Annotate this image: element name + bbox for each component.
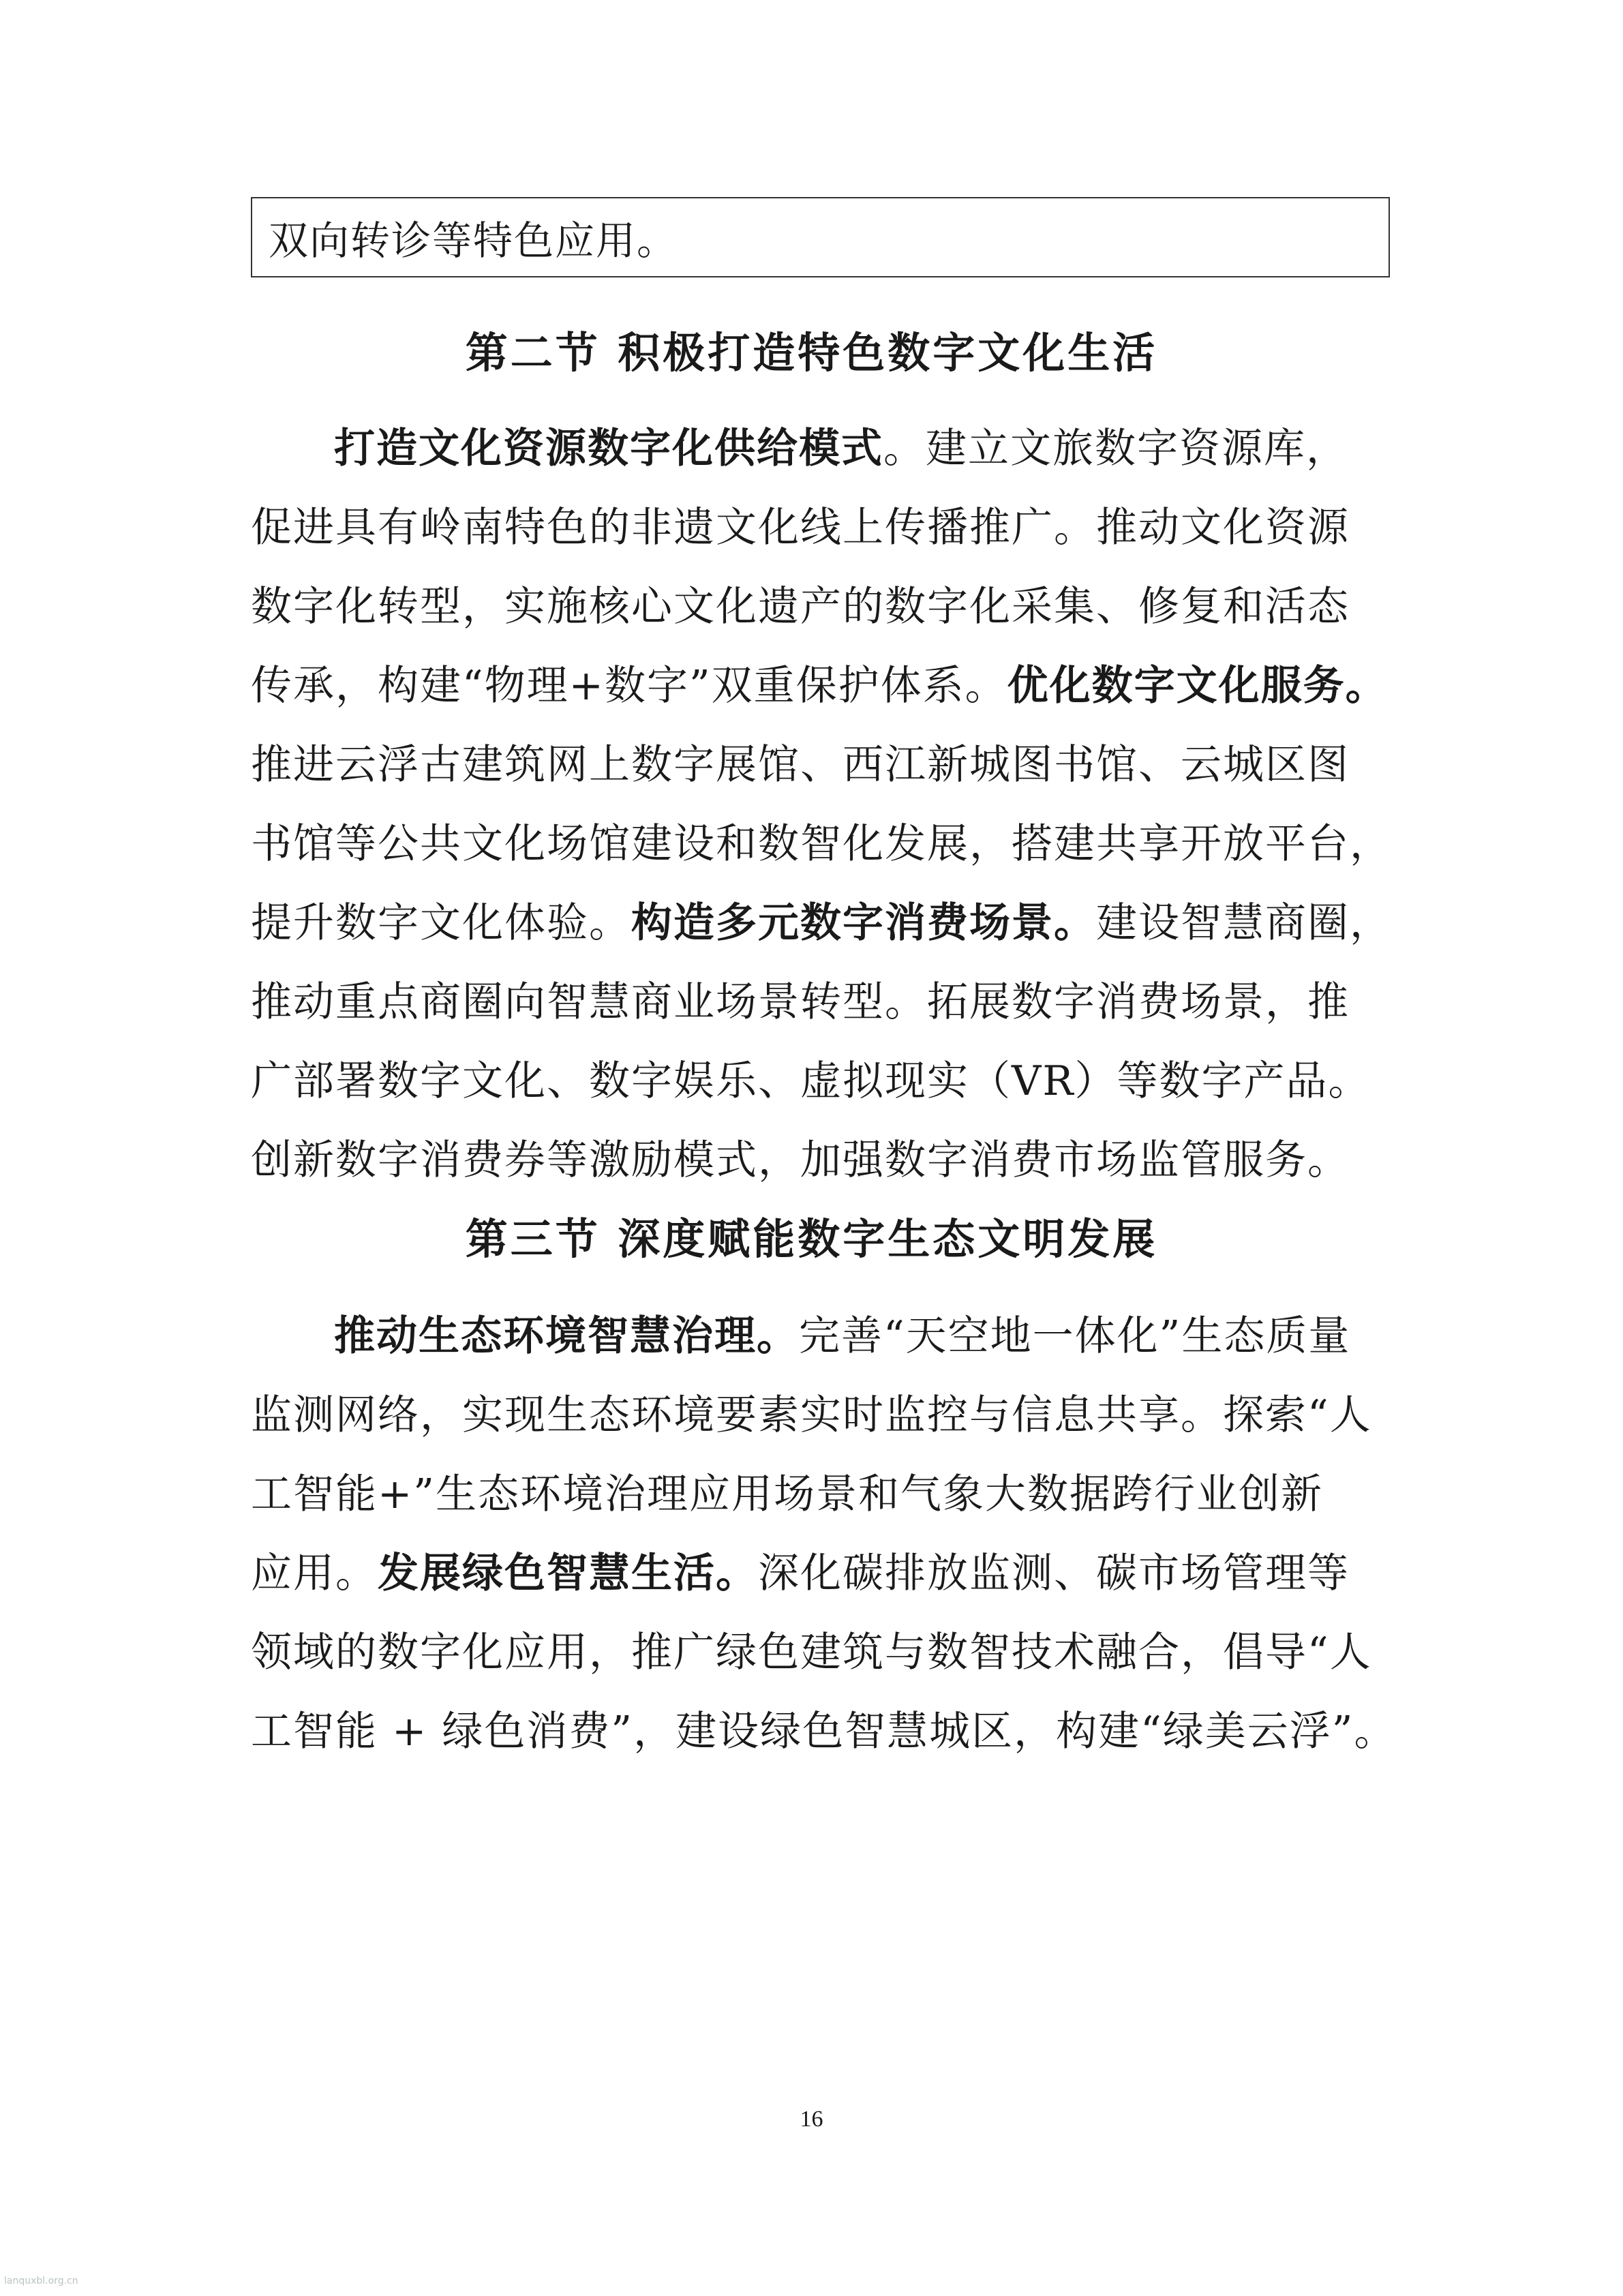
paragraph-line: 推动生态环境智慧治理。完善“天空地一体化”生态质量 <box>334 1312 1351 1360</box>
paragraph-line: 工智能+”生态环境治理应用场景和气象大数据跨行业创新 <box>251 1470 1323 1518</box>
paragraph-line: 应用。发展绿色智慧生活。深化碳排放监测、碳市场管理等 <box>251 1550 1350 1597</box>
paragraph-line: 广部署数字文化、数字娱乐、虚拟现实（VR）等数字产品。 <box>251 1057 1371 1105</box>
paragraph-line: 传承，构建“物理+数字”双重保护体系。优化数字文化服务。 <box>251 662 1388 710</box>
section-heading-2: 第二节 积极打造特色数字文化生活 <box>465 328 1158 378</box>
paragraph-line: 促进具有岭南特色的非遗文化线上传播推广。推动文化资源 <box>251 504 1350 552</box>
page-number: 16 <box>800 2106 823 2132</box>
paragraph-line: 工智能 + 绿色消费”，建设绿色智慧城区，构建“绿美云浮”。 <box>251 1708 1397 1755</box>
paragraph-line: 打造文化资源数字化供给模式。建立文旅数字资源库， <box>334 425 1348 472</box>
paragraph-line: 监测网络，实现生态环境要素实时监控与信息共享。探索“人 <box>251 1391 1372 1439</box>
paragraph-line: 提升数字文化体验。构造多元数字消费场景。建设智慧商圈， <box>251 899 1392 947</box>
section-2-paragraph <box>251 409 1396 1200</box>
paragraph-line: 推动重点商圈向智慧商业场景转型。拓展数字消费场景，推 <box>251 978 1350 1026</box>
paragraph-line: 数字化转型，实施核心文化遗产的数字化采集、修复和活态 <box>251 583 1350 631</box>
section-3-paragraph <box>251 1297 1396 1771</box>
paragraph-line: 书馆等公共文化场馆建设和数智化发展，搭建共享开放平台， <box>251 820 1392 868</box>
paragraph-line: 推进云浮古建筑网上数字展馆、西江新城图书馆、云城区图 <box>251 741 1350 789</box>
paragraph-line: 领域的数字化应用，推广绿色建筑与数智技术融合，倡导“人 <box>251 1629 1372 1676</box>
watermark-text: lanquxbl.org.cn <box>4 2276 78 2286</box>
section-heading-3: 第三节 深度赋能数字生态文明发展 <box>465 1214 1158 1264</box>
paragraph-line: 创新数字消费券等激励模式，加强数字消费市场监管服务。 <box>251 1136 1350 1184</box>
boxed-continuation-text <box>251 197 1390 277</box>
boxed-text: 双向转诊等特色应用。 <box>269 217 678 264</box>
